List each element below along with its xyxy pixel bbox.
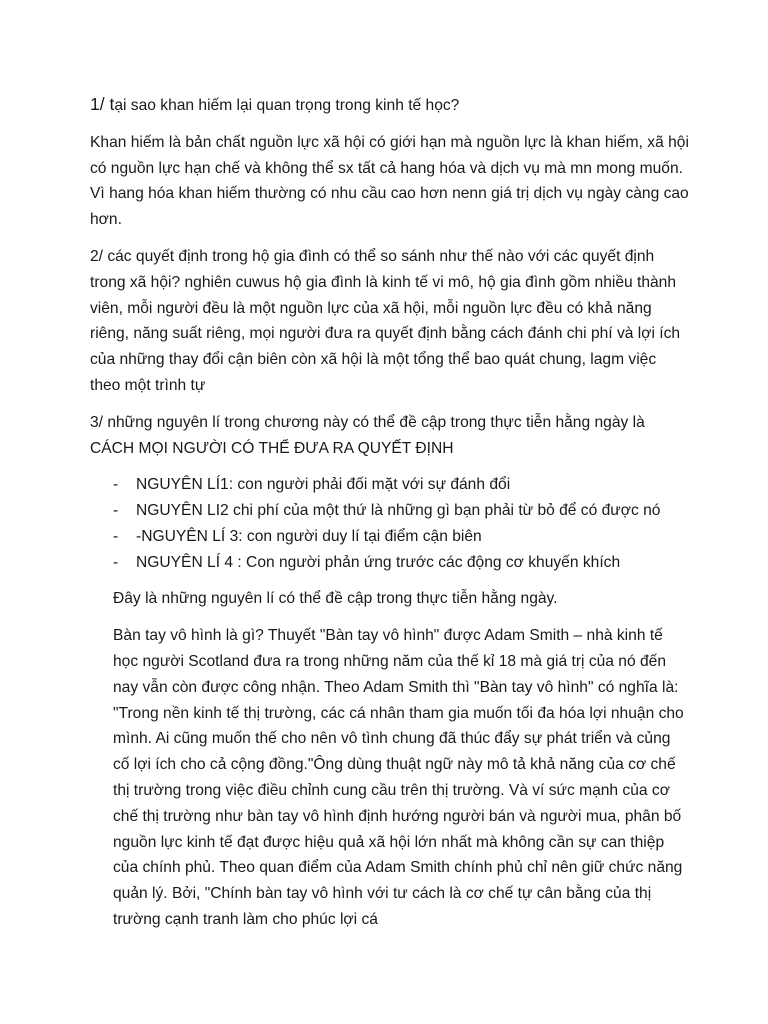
bullet-dash: - [113, 476, 119, 494]
question-1-number: 1/ t [90, 94, 115, 114]
bullet-dash: - [113, 528, 119, 546]
list-item-text: NGUYÊN LÍ1: con người phải đối mặt với sự đánh đổi [136, 476, 511, 494]
list-item-text: NGUYÊN LI2 chi phí của một thứ là những gì bạn phải từ bỏ để có được nó [136, 502, 661, 520]
question-1-text: ại sao khan hiếm lại quan trọng trong kinh tế học? [114, 97, 460, 114]
invisible-hand-paragraph: Bàn tay vô hình là gì? Thuyết "Bàn tay vô hình" được Adam Smith – nhà kinh tế học người Scotland đưa ra trong những năm của thế kỉ 18 mà giá trị của nó đến nay vẫn còn được công nhận. Theo Adam Smith thì "Bàn tay vô hình" có nghĩa là: "Trong nền kinh tế thị trường, các cá nhân tham gia muốn tối đa hóa lợi nhuận cho mình. Ai cũng muốn thế cho nên vô tình chung đã thúc đẩy sự phát triển và củng cố lợi ích cho cả cộng đồng."Ông dùng thuật ngữ này mô tả khả năng của cơ chế thị trường trong việc điều chỉnh cung cầu trên thị trường. Và ví sức mạnh của cơ chế thị trường như bàn tay vô hình định hướng người bán và người mua, phân bố nguồn lực kinh tế đạt được hiệu quả xã hội lớn nhất mà không cần sự can thiệp của chính phủ. Theo quan điểm của Adam Smith chính phủ chỉ nên giữ chức năng quản lý. Bởi, "Chính bàn tay vô hình với tư cách là cơ chế tự cân bằng của thị trường cạnh tranh làm cho phúc lợi cá [113, 627, 684, 928]
list-item [90, 524, 690, 550]
list-item-text: NGUYÊN LÍ 4 : Con người phản ứng trước các động cơ khuyến khích [136, 554, 621, 572]
list-item [90, 550, 690, 576]
bullet-dash: - [113, 554, 119, 572]
question-1-heading [90, 92, 690, 119]
question-2-paragraph: 2/ các quyết định trong hộ gia đình có thể so sánh như thế nào với các quyết định trong xã hội? nghiên cuwus hộ gia đình là kinh tế vi mô, hộ gia đình gồm nhiều thành viên, mỗi người đều là một nguồn lực của xã hội, mỗi nguồn lực đều có khả năng riêng, năng suất riêng, mọi người đưa ra quyết định bằng cách đánh chi phí và lợi ích của những thay đổi cận biên còn xã hội là một tổng thể bao quát chung, lagm việc theo một trình tự [90, 247, 681, 394]
principles-list [90, 472, 690, 576]
list-item [90, 472, 690, 498]
bullet-dash: - [113, 502, 119, 520]
summary-paragraph: Đây là những nguyên lí có thể đề cập trong thực tiễn hằng ngày. [113, 590, 558, 608]
list-item-text: -NGUYÊN LÍ 3: con người duy lí tại điểm cận biên [136, 528, 482, 546]
answer-1-paragraph: Khan hiếm là bản chất nguồn lực xã hội có giới hạn mà nguồn lực là khan hiếm, xã hội có nguồn lực hạn chế và không thể sx tất cả hang hóa và dịch vụ mà mn mong muốn. Vì hang hóa khan hiếm thường có nhu cầu cao hơn nenn giá trị dịch vụ ngày càng cao hơn. [90, 133, 689, 229]
question-3-paragraph: 3/ những nguyên lí trong chương này có thể đề cập trong thực tiễn hằng ngày là CÁCH MỌI NGƯỜI CÓ THỂ ĐƯA RA QUYẾT ĐỊNH [90, 413, 645, 457]
document-body [90, 92, 690, 933]
list-item [90, 498, 690, 524]
